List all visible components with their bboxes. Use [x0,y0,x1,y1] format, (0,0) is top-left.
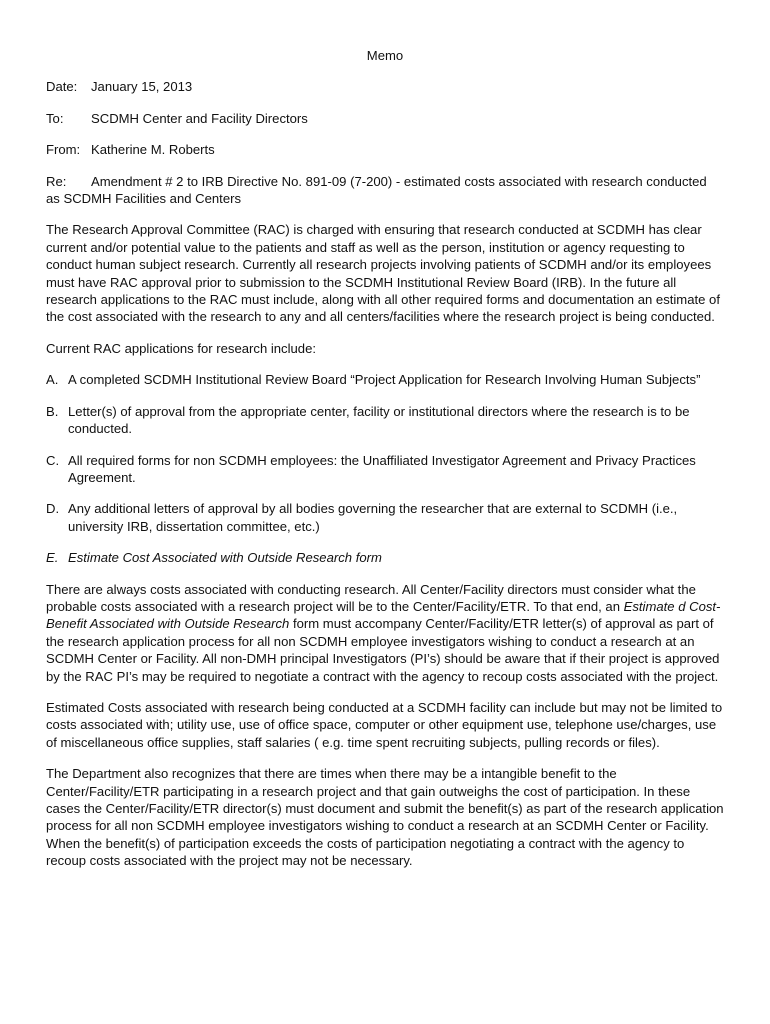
header-re [46,173,724,208]
to-label: To: [46,110,64,126]
header-from [46,141,724,158]
from-value: Katherine M. Roberts [91,142,215,158]
paragraph-costs [46,581,724,685]
header-to [46,110,724,127]
re-label: Re: [46,173,67,189]
list-marker: D. [46,501,60,517]
list-marker: C. [46,452,60,468]
list-item [46,371,724,388]
list-item [46,500,724,535]
paragraph-intangible-benefit: The Department also recognizes that there are times when there may be a intangible benefit to the Center/Facility/ETR participating in a research project and that gain outweighs the cost of participation. In these cases the Center/Facility/ETR director(s) must document and submit the benefit(s) as part of the research application process for all non SCDMH employee investigators wishing to conduct a research at an SCDMH Center or Facility. When the benefit(s) of participation exceeds the costs of participation negotiating a contract with the agency to recoup costs associated with the project may not be necessary. [46,766,724,869]
list-text: Letter(s) of approval from the appropriate center, facility or institutional directors where the research is to be conducted. [68,403,690,437]
header-date [46,78,724,95]
to-value: SCDMH Center and Facility Directors [91,110,308,126]
re-value: Amendment # 2 to IRB Directive No. 891-09 (7-200) - estimated costs associated with research conducted as SCDMH Facilities and Centers [46,173,707,207]
list-text: A completed SCDMH Institutional Review Board “Project Application for Research Involving Human Subjects” [68,372,701,388]
date-value: January 15, 2013 [91,79,193,95]
list-marker: A. [46,372,59,388]
list-text: Estimate Cost Associated with Outside Research form [68,550,382,566]
list-item [46,549,724,566]
memo-title: Memo [366,48,404,63]
list-item [46,403,724,438]
list-intro: Current RAC applications for research include: [46,340,317,356]
list-item [46,452,724,487]
form-name-italic: Estimate d Cost-Benefit Associated with Outside Research [46,598,721,632]
list-text: Any additional letters of approval by all bodies governing the researcher that are external to SCDMH (i.e., university IRB, dissertation committee, etc.) [68,501,678,534]
from-label: From: [46,142,81,158]
list-marker: E. [46,550,59,566]
paragraph-rac-intro: The Research Approval Committee (RAC) is charged with ensuring that research conducted at SCDMH has clear current and/or potential value to the patients and staff as well as the person, institution or agency requesting to conduct human subject research. Currently all research projects involving patients of SCDMH and/or its employees must have RAC approval prior to submission to the SCDMH Institutional Review Board (IRB). In the future all research applications to the RAC must include, along with all other required forms and documentation an estimate of the cost associated with the research to any and all centers/facilities where the research project is being conducted. [46,222,720,325]
paragraph-costs-part1: There are always costs associated with conducting research. All Center/Facility directors must consider what the probable costs associated with a research project will be to the Center/Facility/ETR. To that end, an [46,581,696,614]
list-marker: B. [46,403,59,419]
date-label: Date: [46,79,78,95]
list-text: All required forms for non SCDMH employees: the Unaffiliated Investigator Agreement and Privacy Practices Agreement. [68,452,696,485]
paragraph-costs-part2: form must accompany Center/Facility/ETR letter(s) of approval as part of the research application process for all non SCDMH employee investigators wishing to conduct a research at an SCDMH Center or Facility. All non-DMH principal Investigators (PI’s) should be aware that if their project is approved by the RAC PI’s may be required to negotiate a contract with the agency to recoup costs associated with the project. [46,616,720,684]
paragraph-estimated-costs: Estimated Costs associated with research being conducted at a SCDMH facility can include but may not be limited to costs associated with; utility use, use of office space, computer or other equipment use, telephone use/charges, use of miscellaneous office supplies, staff salaries ( e.g. time spent recruiting subjects, pulling records or files). [46,699,723,750]
